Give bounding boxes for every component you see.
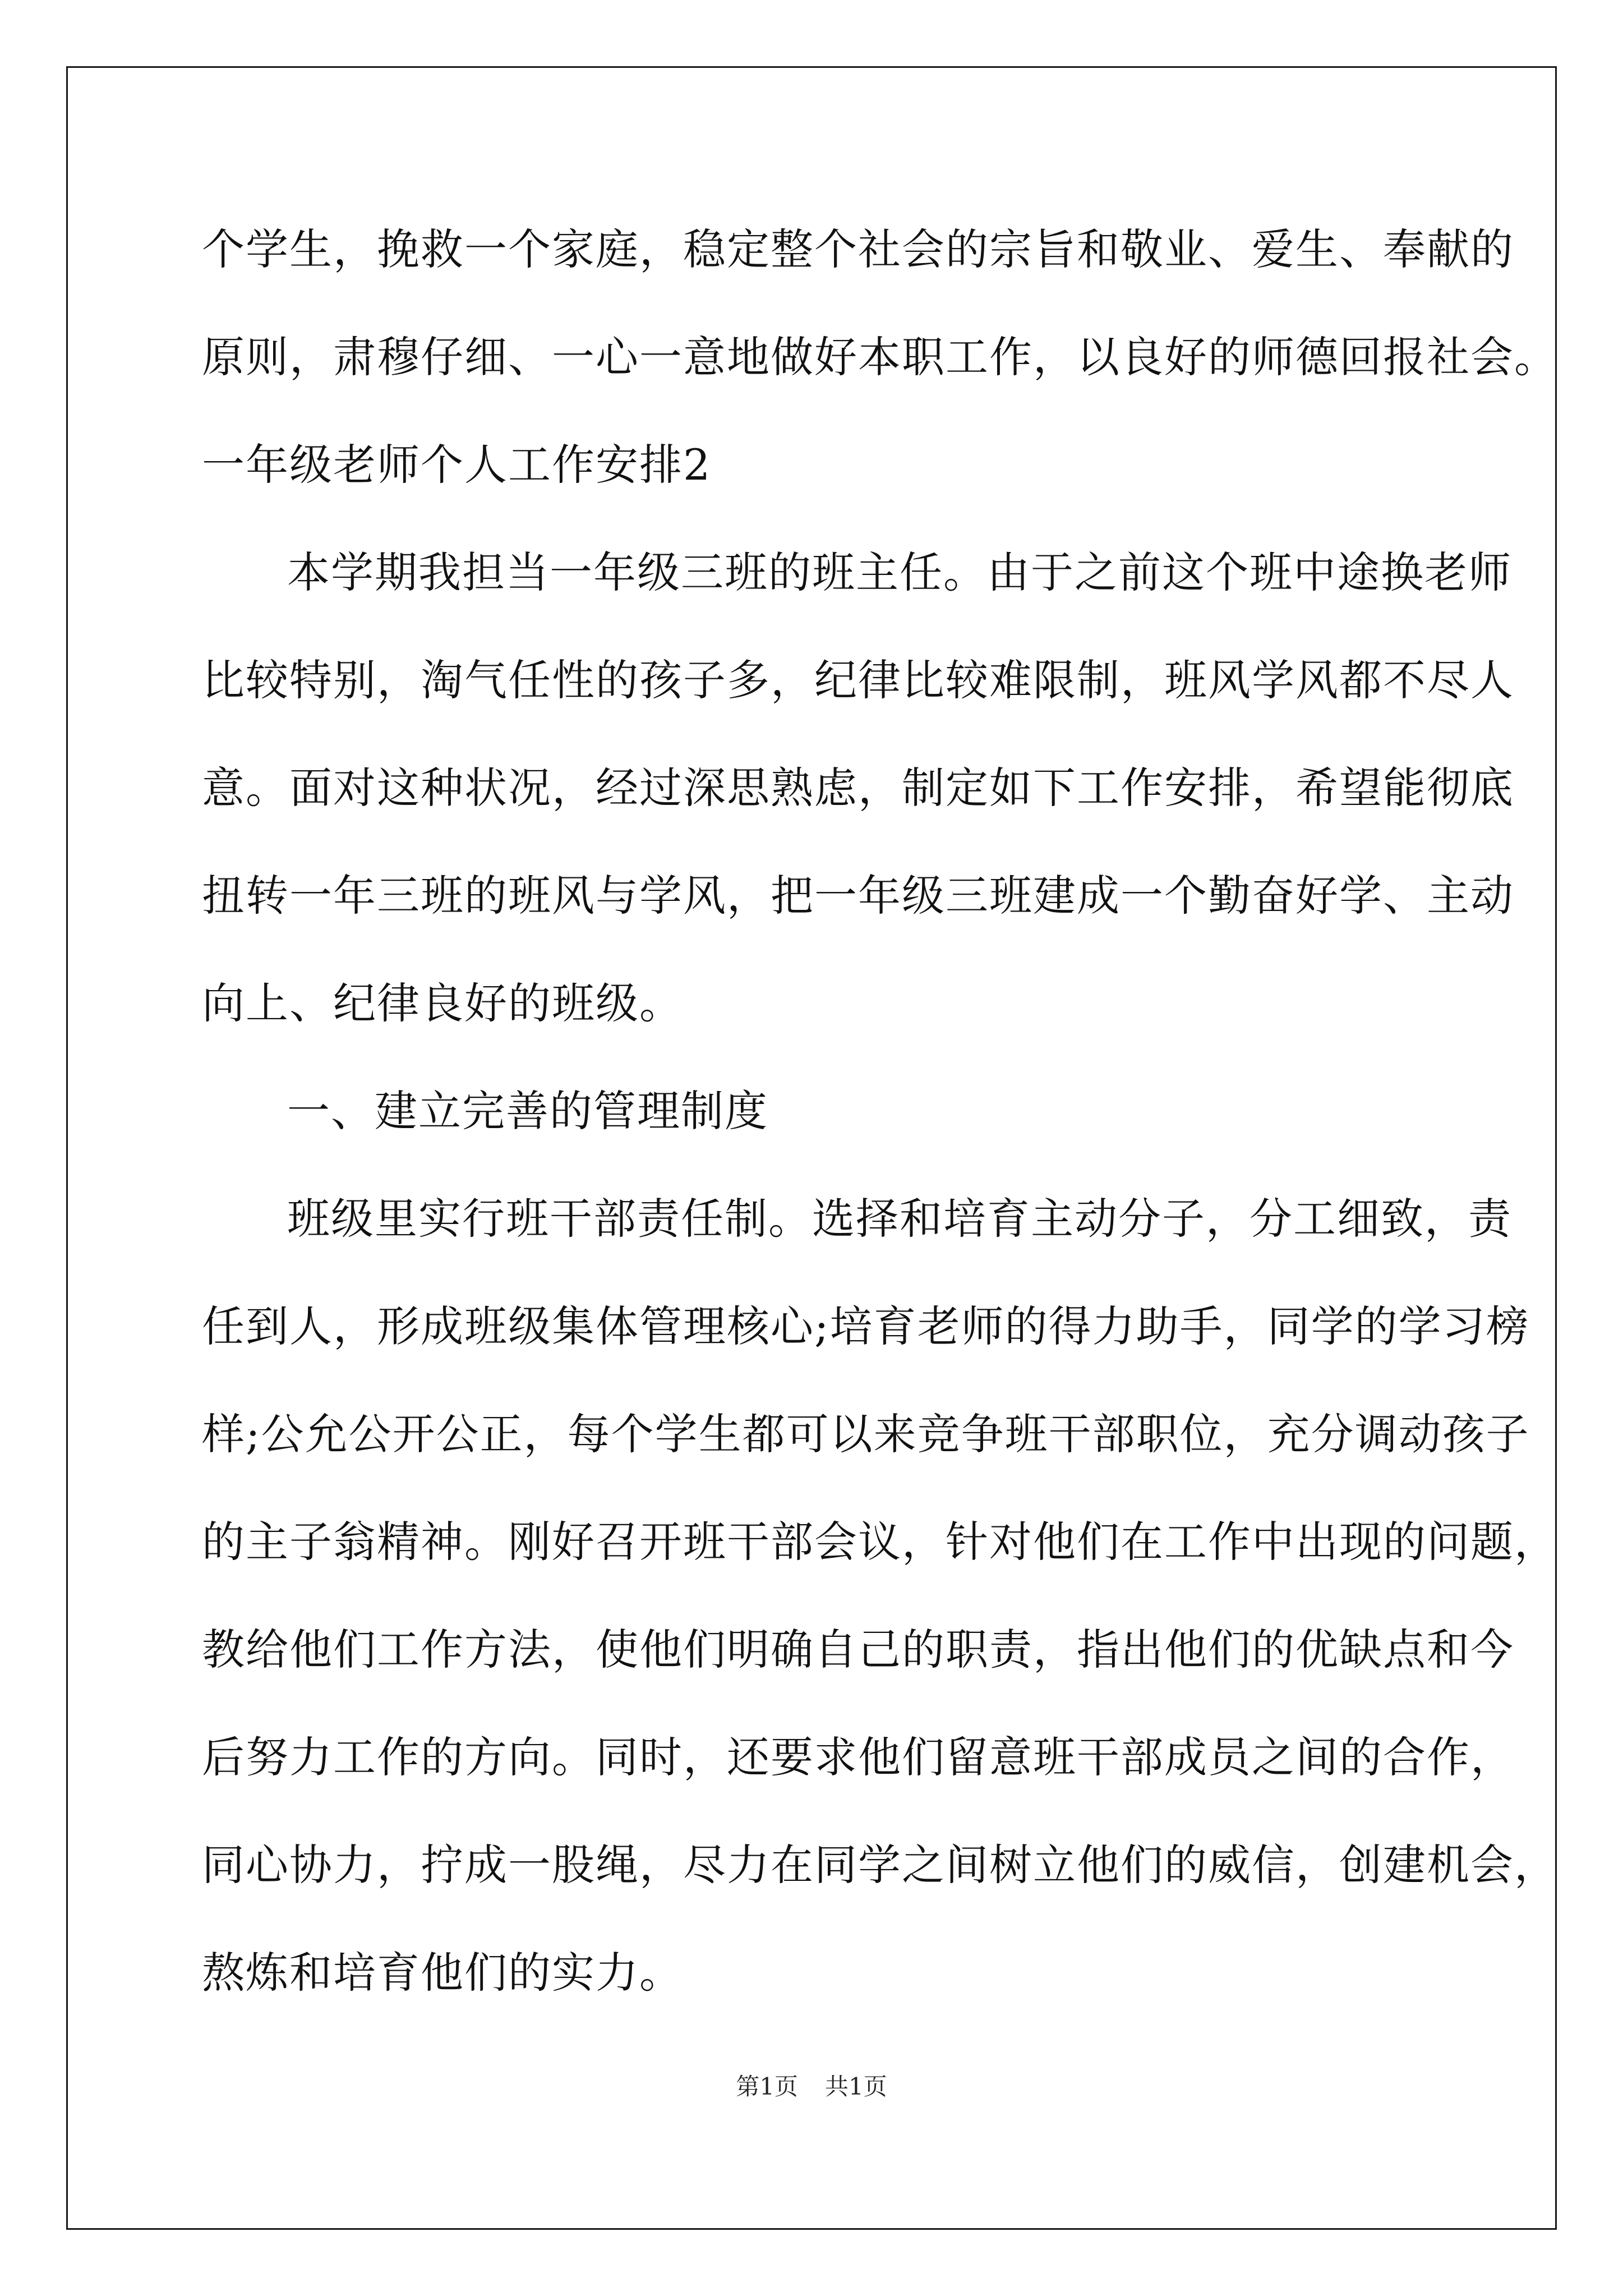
body-line-2: 原则，肃穆仔细、一心一意地做好本职工作，以良好的师德回报社会。 [202, 332, 1558, 382]
body-line-5: 比较特别，淘气任性的孩子多，纪律比较难限制，班风学风都不尽人 [202, 655, 1514, 705]
page-total: 共1页 [825, 2073, 887, 2100]
body-line-4: 本学期我担当一年级三班的班主任。由于之前这个班中途换老师 [287, 547, 1512, 597]
page-footer [0, 2070, 1623, 2104]
body-line-11: 任到人，形成班级集体管理核心;培育老师的得力助手，同学的学习榜 [202, 1301, 1530, 1351]
subsection-heading: 一、建立完善的管理制度 [287, 1086, 768, 1136]
body-line-6: 意。面对这种状况，经过深思熟虑，制定如下工作安排，希望能彻底 [202, 763, 1514, 813]
body-line-10: 班级里实行班干部责任制。选择和培育主动分子，分工细致，责 [287, 1194, 1512, 1244]
body-line-8: 向上、纪律良好的班级。 [202, 978, 683, 1028]
body-line-14: 教给他们工作方法，使他们明确自己的职责，指出他们的优缺点和今 [202, 1625, 1514, 1674]
body-line-15: 后努力工作的方向。同时，还要求他们留意班干部成员之间的合作， [202, 1732, 1514, 1782]
page-number: 第1页 [736, 2073, 798, 2100]
body-line-1: 个学生，挽救一个家庭，稳定整个社会的宗旨和敬业、爱生、奉献的 [202, 224, 1514, 274]
body-line-17: 熬炼和培育他们的实力。 [202, 1948, 683, 1998]
body-line-16: 同心协力，拧成一股绳，尽力在同学之间树立他们的威信，创建机会， [202, 1840, 1558, 1890]
document-body [202, 219, 1558, 2050]
body-line-7: 扭转一年三班的班风与学风，把一年级三班建成一个勤奋好学、主动 [202, 871, 1514, 921]
body-line-13: 的主子翁精神。刚好召开班干部会议，针对他们在工作中出现的问题， [202, 1517, 1558, 1567]
section-heading: 一年级老师个人工作安排2 [202, 440, 712, 490]
body-line-12: 样;公允公开公正，每个学生都可以来竞争班干部职位，充分调动孩子 [202, 1409, 1530, 1459]
